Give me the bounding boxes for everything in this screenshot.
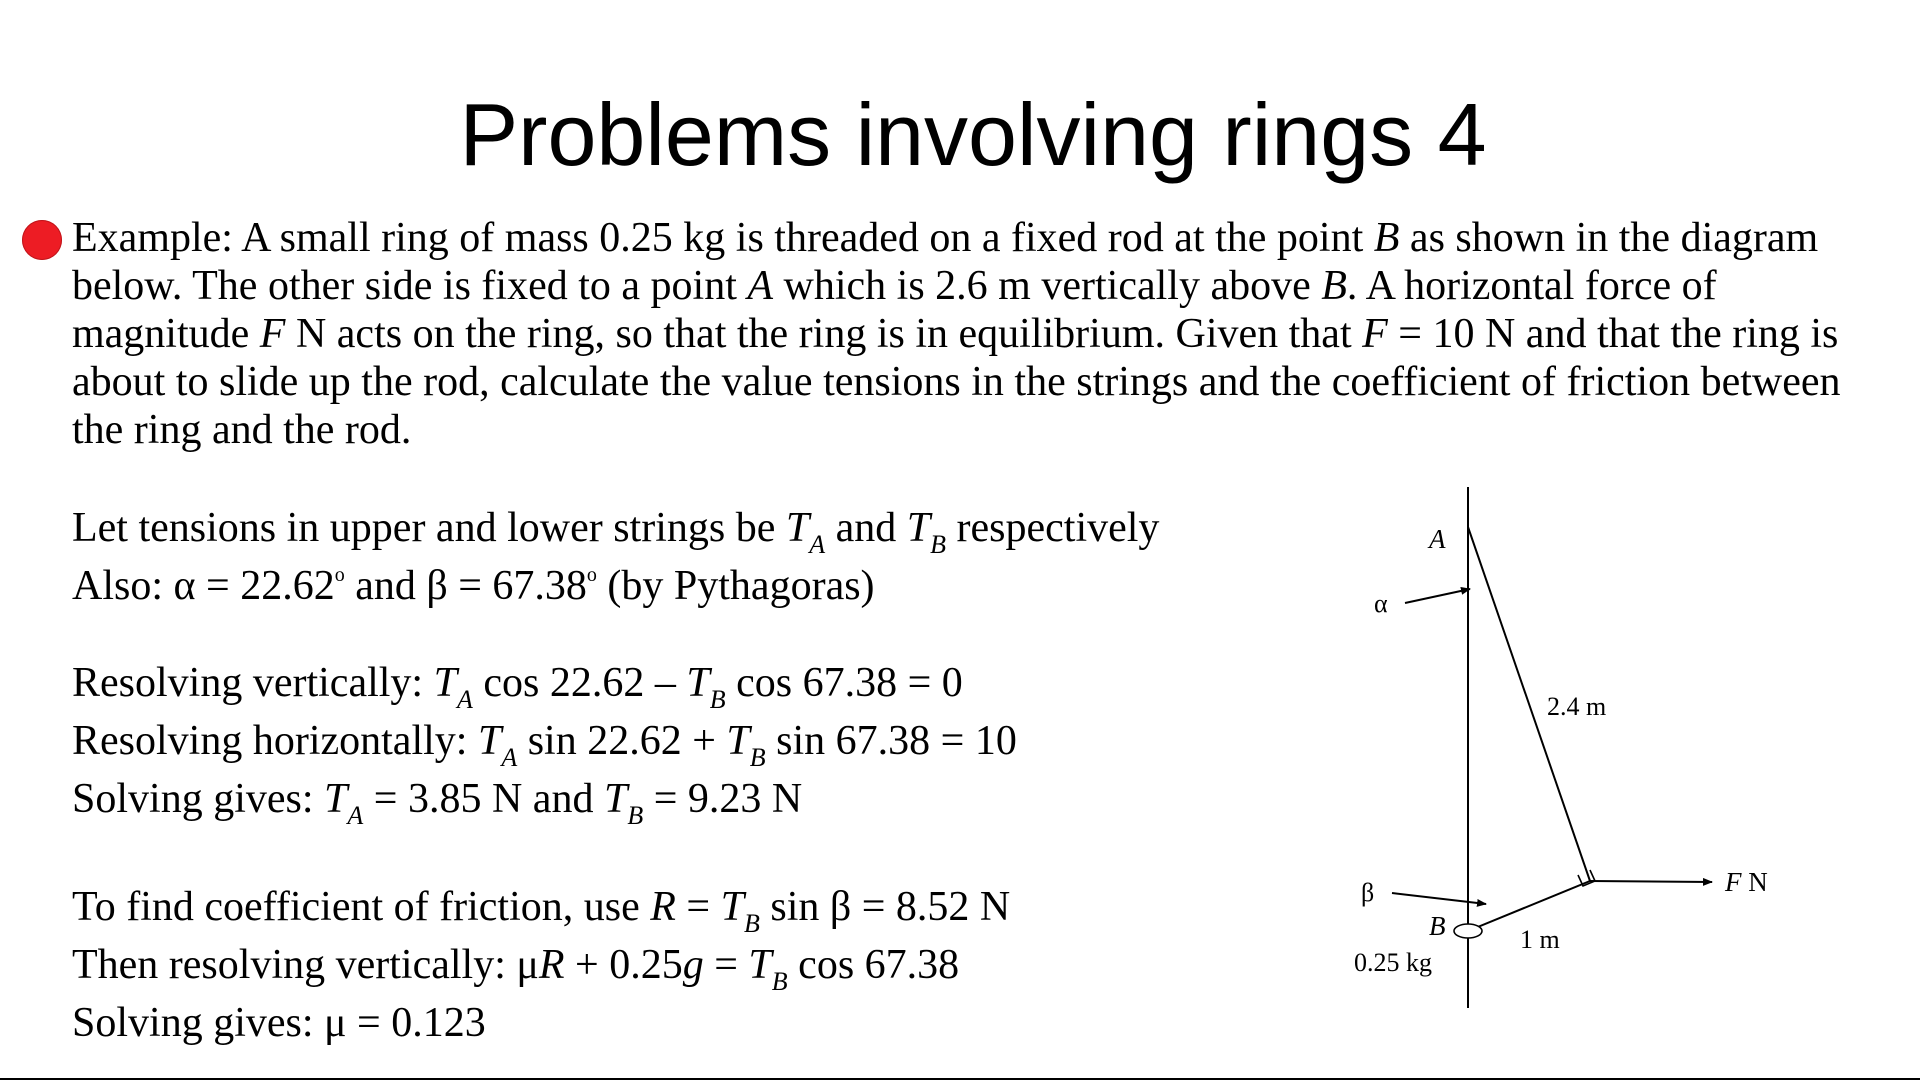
label-mass: 0.25 kg (1354, 948, 1432, 977)
subscript: A (456, 685, 473, 714)
text: = 3.85 N and (363, 776, 604, 822)
text: and (825, 505, 907, 551)
subscript: B (627, 801, 644, 830)
text: Resolving vertically: (72, 660, 434, 706)
text: Also: α = 22.62 (72, 563, 335, 609)
tension-symbol: T (324, 776, 348, 822)
text: sin 22.62 + (517, 718, 727, 764)
degree-mark: o (334, 564, 345, 586)
point-b: B (1321, 263, 1347, 309)
text: cos 22.62 – (472, 660, 687, 706)
degree-mark: o (586, 564, 597, 586)
subscript: B (771, 967, 788, 996)
text: Solving gives: μ = 0.123 (72, 1000, 486, 1046)
reaction-symbol: R (538, 942, 565, 988)
problem-text: . A horizontal force of magnitude (72, 263, 1717, 357)
problem-text: as shown in the diagram below. The other side is fixed to a point (72, 215, 1819, 309)
text: = 9.23 N (643, 776, 803, 822)
text: sin β = 8.52 N (759, 884, 1011, 930)
subscript: B (930, 530, 947, 559)
problem-text: Example: A small ring of mass 0.25 kg is threaded on a fixed rod at the point (72, 215, 1374, 261)
tension-symbol: T (433, 660, 457, 706)
reaction-symbol: R (650, 884, 676, 930)
problem-text: N acts on the ring, so that the ring is in equilibrium. Given that (285, 311, 1363, 357)
text: + 0.25 (564, 942, 683, 988)
problem-text: which is 2.6 m vertically above (773, 263, 1322, 309)
text: = (675, 884, 721, 930)
gravity-symbol: g (682, 942, 704, 988)
tension-symbol: T (603, 776, 628, 822)
tension-symbol: T (477, 718, 502, 764)
force-symbol: F (259, 311, 286, 357)
label-beta: β (1361, 878, 1375, 907)
slide-title: Problems involving rings 4 (459, 85, 1487, 184)
text: sin 67.38 = 10 (765, 718, 1017, 764)
text: cos 67.38 (787, 942, 960, 988)
beta-pointer (1392, 893, 1486, 904)
text: Then resolving vertically: μ (72, 942, 539, 988)
subscript: A (809, 530, 826, 559)
subscript: B (743, 909, 760, 938)
force-arrow (1590, 881, 1712, 882)
tension-symbol: T (686, 660, 710, 706)
tension-symbol: T (906, 505, 931, 551)
text: and β = 67.38 (344, 563, 587, 609)
label-b: B (1429, 911, 1446, 941)
label-alpha: α (1374, 589, 1388, 618)
text: Resolving horizontally: (72, 718, 478, 764)
label-force-unit: N (1741, 867, 1768, 897)
point-a: A (747, 263, 774, 309)
tension-symbol: T (748, 942, 772, 988)
tension-symbol: T (720, 884, 744, 930)
tension-symbol: T (785, 505, 810, 551)
label-lower-length: 1 m (1520, 925, 1560, 954)
label-force (1724, 867, 1768, 897)
label-a: A (1429, 524, 1446, 554)
text: To find coefficient of friction, use (72, 884, 651, 930)
text: Solving gives: (72, 776, 325, 822)
label-upper-length: 2.4 m (1547, 692, 1607, 721)
text: respectively (946, 505, 1160, 551)
subscript: A (501, 743, 518, 772)
text: Let tensions in upper and lower strings be (72, 505, 786, 551)
alpha-pointer (1405, 589, 1470, 603)
subscript: A (347, 801, 364, 830)
ring-icon (1454, 924, 1482, 938)
subscript: B (709, 685, 726, 714)
subscript: B (749, 743, 766, 772)
label-force-symbol: F (1725, 867, 1742, 897)
text: (by Pythagoras) (596, 563, 875, 609)
lower-string (1468, 881, 1590, 931)
problem-text: = 10 N and that the ring is about to slide up the rod, calculate the value tensions in the strings and the coefficient of friction between the ring and the rod. (72, 311, 1841, 453)
point-b: B (1373, 215, 1400, 261)
force-symbol: F (1362, 311, 1388, 357)
text: cos 67.38 = 0 (725, 660, 963, 706)
text: = (703, 942, 749, 988)
tension-symbol: T (726, 718, 750, 764)
